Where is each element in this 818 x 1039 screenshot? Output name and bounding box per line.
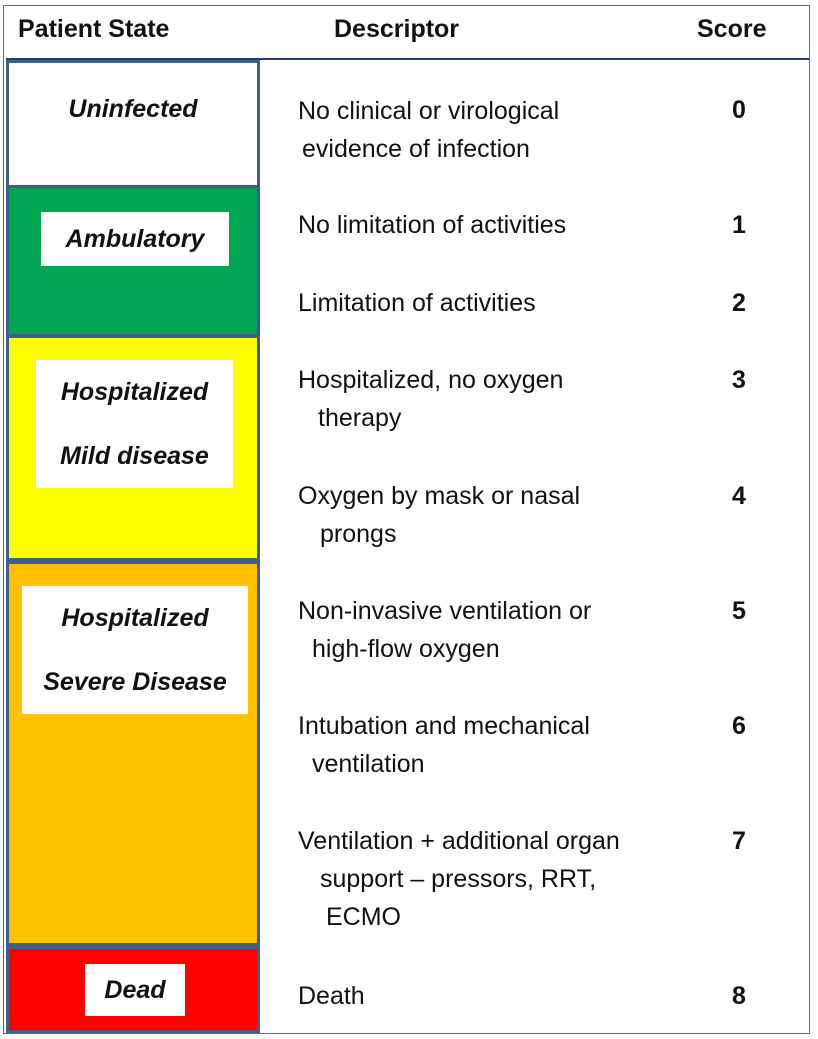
label-box-dead (85, 964, 185, 1016)
state-severe-disease: Severe Disease (43, 667, 227, 696)
score-value: 7 (732, 827, 746, 855)
descriptor-text: Non-invasive ventilation or (298, 597, 592, 625)
header-descriptor: Descriptor (334, 15, 460, 43)
label-box-hospitalized-severe (22, 586, 248, 714)
band-dead (6, 946, 260, 1033)
descriptor-row-3 (298, 361, 563, 437)
descriptor-text: prongs (320, 520, 397, 548)
descriptor-text: Intubation and mechanical (298, 712, 590, 740)
descriptor-text: Death (298, 982, 365, 1010)
score-value: 2 (732, 289, 746, 317)
score-value: 3 (732, 366, 746, 394)
state-hospitalized-mild: Hospitalized (60, 377, 209, 406)
header-patient-state: Patient State (18, 15, 170, 43)
score-value: 8 (732, 982, 746, 1010)
descriptor-text: high-flow oxygen (312, 635, 500, 663)
score-value: 6 (732, 712, 746, 740)
descriptor-row-1 (298, 206, 566, 244)
descriptor-row-0 (298, 92, 559, 168)
descriptor-row-6 (298, 707, 590, 783)
descriptor-row-7 (298, 822, 620, 936)
descriptor-text: No limitation of activities (298, 211, 567, 239)
descriptor-row-2 (298, 284, 536, 322)
score-value: 4 (732, 482, 746, 510)
band-hospitalized-severe (6, 561, 260, 946)
band-uninfected (6, 60, 260, 188)
descriptor-text: Oxygen by mask or nasal (298, 482, 581, 510)
descriptor-text: Ventilation + additional organ (298, 827, 620, 855)
state-mild-disease: Mild disease (60, 441, 209, 470)
state-uninfected: Uninfected (68, 95, 198, 123)
descriptor-text: ventilation (312, 750, 425, 778)
score-value: 5 (732, 597, 746, 625)
descriptor-text: Limitation of activities (298, 289, 536, 317)
header-score: Score (697, 15, 767, 43)
descriptor-row-8 (298, 977, 365, 1015)
band-ambulatory (6, 185, 260, 337)
descriptor-text: support – pressors, RRT, (320, 865, 597, 893)
descriptor-text: evidence of infection (302, 135, 530, 163)
state-hospitalized-severe: Hospitalized (61, 603, 209, 632)
descriptor-text: Hospitalized, no oxygen (298, 366, 564, 394)
label-box-ambulatory (41, 212, 229, 266)
label-box-hospitalized-mild (36, 360, 233, 488)
state-ambulatory: Ambulatory (65, 224, 205, 253)
descriptor-row-4 (298, 477, 580, 553)
descriptor-text: therapy (318, 404, 402, 432)
descriptor-text: No clinical or virological (298, 97, 560, 125)
score-value: 0 (732, 96, 746, 124)
descriptor-row-5 (298, 592, 591, 668)
score-value: 1 (732, 211, 746, 239)
descriptor-text: ECMO (326, 903, 401, 931)
state-dead: Dead (104, 975, 166, 1004)
band-hospitalized-mild (6, 335, 260, 561)
